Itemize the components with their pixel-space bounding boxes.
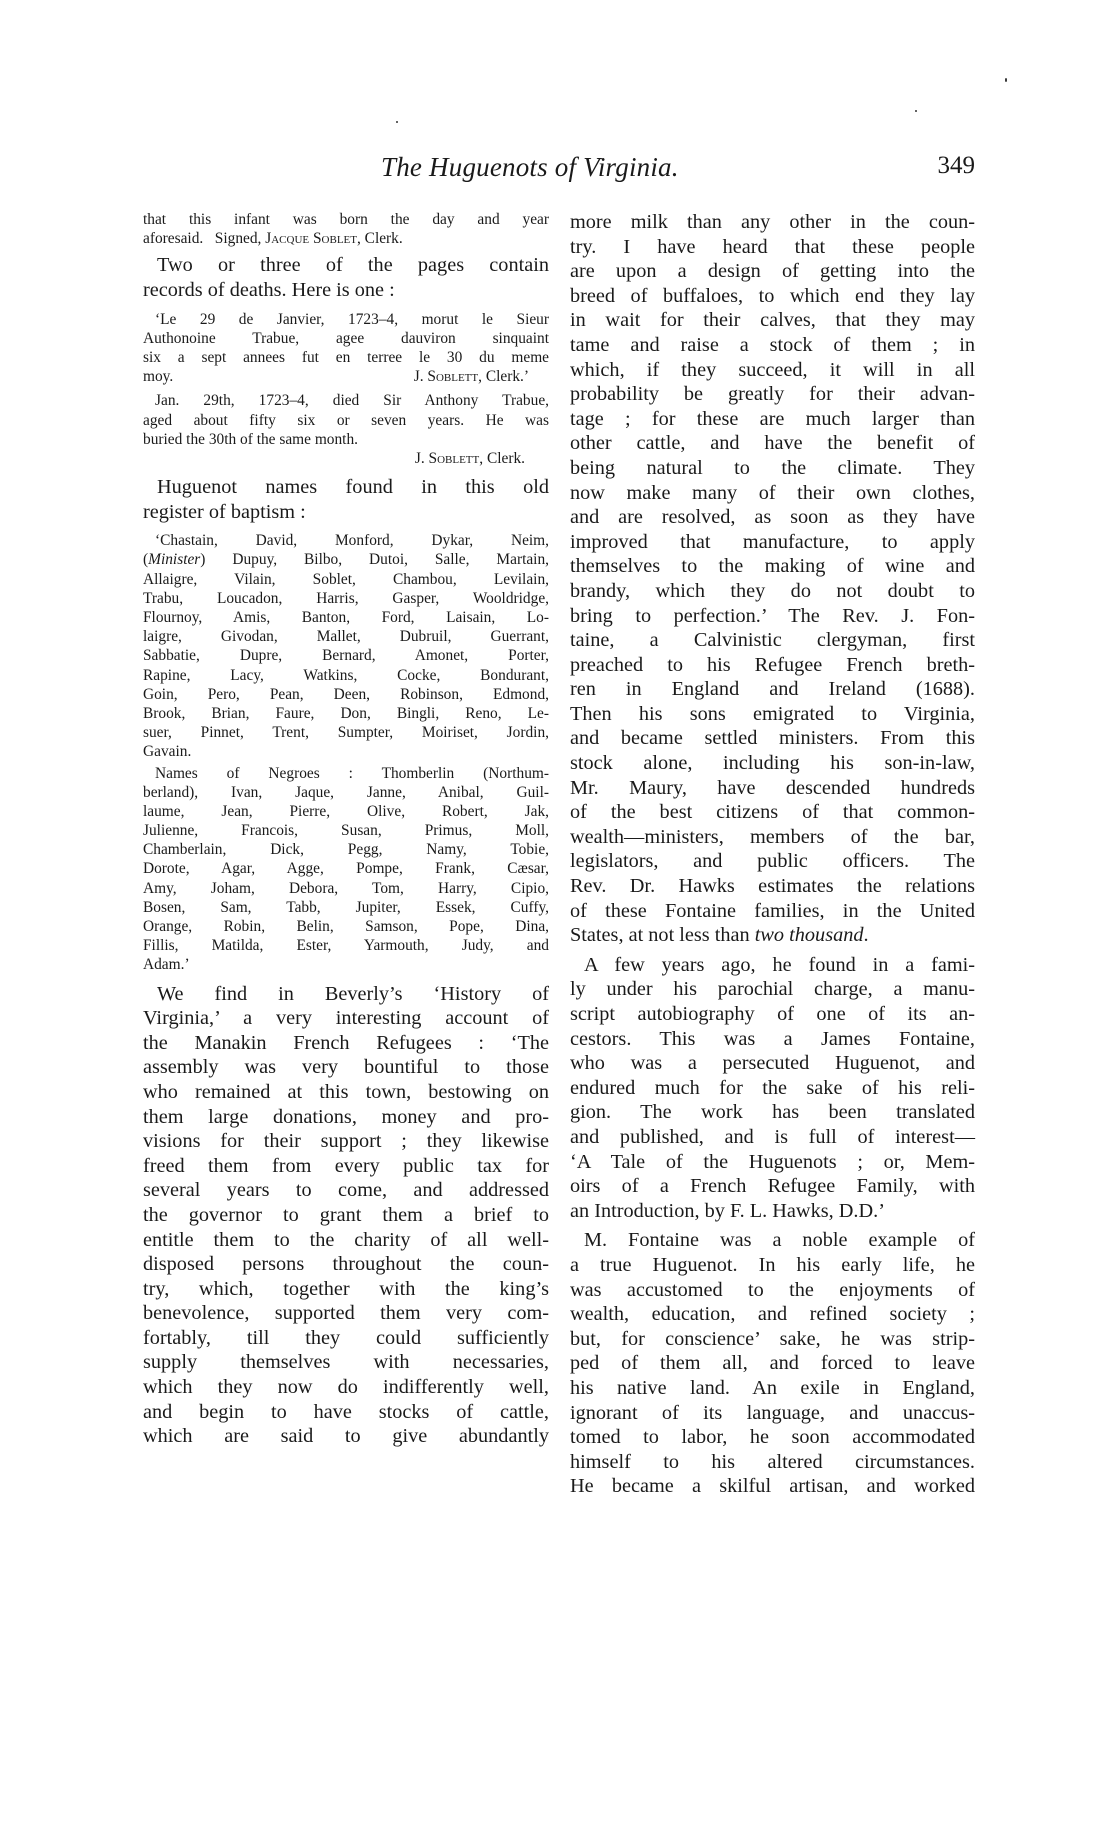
text-line: Chamberlain, Dick, Pegg, Namy, Tobie, xyxy=(143,841,549,859)
text-line: a true Huguenot. In his early life, he xyxy=(570,1253,975,1276)
text-line: Mr. Maury, have descended hundreds xyxy=(570,776,975,799)
text-line: Names of Negroes : Thomberlin (Northum- xyxy=(155,764,549,782)
text-line: legislators, and public officers. The xyxy=(570,850,975,873)
text-line: his native land. An exile in England, xyxy=(570,1376,975,1399)
text-line: Julienne, Francois, Susan, Primus, Moll, xyxy=(143,822,549,840)
text-line: but, for conscience’ sake, he was strip- xyxy=(570,1327,975,1350)
text-line: gion. The work has been translated xyxy=(570,1101,975,1124)
text-line: Adam.’ xyxy=(143,956,190,974)
text-line: We find in Beverly’s ‘History of xyxy=(157,982,549,1005)
text-line: taine, a Calvinistic clergyman, first xyxy=(570,629,975,652)
right-column xyxy=(570,210,975,1499)
text-line: berland), Ivan, Jaque, Janne, Anibal, Guil- xyxy=(143,783,549,801)
scan-speck xyxy=(396,121,398,123)
text-line: Virginia,’ a very interesting account of xyxy=(143,1007,549,1030)
text-line: buried the 30th of the same month. xyxy=(143,430,358,448)
text-line: cestors. This was a James Fontaine, xyxy=(570,1027,975,1050)
text-line: disposed persons throughout the coun- xyxy=(143,1253,549,1276)
text-line: visions for their support ; they likewise xyxy=(143,1130,549,1153)
text-line: and begin to have stocks of cattle, xyxy=(143,1400,549,1423)
text-line: entitle them to the charity of all well- xyxy=(143,1228,549,1251)
text-line: Allaigre, Vilain, Soblet, Chambou, Levilain, xyxy=(143,570,549,588)
text-line: tomed to labor, he soon accommodated xyxy=(570,1426,975,1449)
text-line: Flournoy, Amis, Banton, Ford, Laisain, Lo- xyxy=(143,609,549,626)
text-line: assembly was very bountiful to those xyxy=(143,1056,549,1079)
text-line: ‘Le 29 de Janvier, 1723–4, morut le Sieur xyxy=(155,310,549,328)
signature-line: aforesaid. Signed, Jacque Soblet, Clerk. xyxy=(143,230,403,248)
text-line: ignorant of its language, and unaccus- xyxy=(570,1401,975,1424)
text-line: brandy, which they do not doubt to xyxy=(570,579,975,602)
text-line: endured much for the sake of his reli- xyxy=(570,1076,975,1099)
text-line: Sabbatie, Dupre, Bernard, Amonet, Porter, xyxy=(143,647,549,665)
text-line: which they now do indifferently well, xyxy=(143,1376,549,1399)
text-line: preached to his Refugee French breth- xyxy=(570,653,975,676)
text-line: are upon a design of getting into the xyxy=(570,260,975,283)
text-line: ped of them all, and forced to leave xyxy=(570,1352,975,1375)
text-line: Huguenot names found in this old xyxy=(157,476,549,499)
text-line: the Manakin French Refugees : ‘The xyxy=(143,1031,549,1054)
text-line: records of deaths. Here is one : xyxy=(143,278,395,301)
signature-line: J. Soblett, Clerk. xyxy=(414,449,525,467)
text-line: Brook, Brian, Faure, Don, Bingli, Reno, Le- xyxy=(143,704,549,722)
text-line: (Minister) Dupuy, Bilbo, Dutoi, Salle, Martain, xyxy=(143,551,549,569)
text-line: freed them from every public tax for xyxy=(143,1154,549,1177)
text-line: Fillis, Matilda, Ester, Yarmouth, Judy, and xyxy=(143,937,549,955)
huguenot-names-list xyxy=(143,531,549,761)
text-line: laume, Jean, Pierre, Olive, Robert, Jak, xyxy=(143,802,549,820)
text-line: in wait for their calves, that they may xyxy=(570,309,975,332)
text-line: wealth, education, and refined society ; xyxy=(570,1303,975,1326)
text-line: register of baptism : xyxy=(143,500,306,523)
text-line: improved that manufacture, to apply xyxy=(570,530,975,553)
text-line: which, if they succeed, it will in all xyxy=(570,358,975,381)
signature-line: moy. J. Soblett, Clerk.’ xyxy=(143,368,529,386)
text-line: suer, Pinnet, Trent, Sumpter, Moiriset, Jordin, xyxy=(143,724,549,742)
text-line: Gavain. xyxy=(143,743,192,761)
text-line: breed of buffaloes, to which end they lay xyxy=(570,284,975,307)
page-number: 349 xyxy=(937,152,975,179)
text-line: an Introduction, by F. L. Hawks, D.D.’ xyxy=(570,1199,885,1222)
text-line: M. Fontaine was a noble example of xyxy=(584,1229,975,1252)
death-record-english xyxy=(143,391,549,468)
negro-names-list xyxy=(143,764,549,975)
left-column xyxy=(143,210,549,1449)
text-line: Amy, Joham, Debora, Tom, Harry, Cipio, xyxy=(143,879,549,897)
emphasis-two-thousand: two thousand xyxy=(754,924,864,947)
text-line: who remained at this town, bestowing on xyxy=(143,1080,549,1103)
text-line: Then his sons emigrated to Virginia, xyxy=(570,702,975,725)
fontaine-paragraph xyxy=(570,1228,975,1499)
deaths-intro-paragraph xyxy=(143,253,549,302)
text-line: script autobiography of one of its an- xyxy=(570,1003,975,1025)
text-line: of these Fontaine families, in the United xyxy=(570,899,975,922)
text-line: ren in England and Ireland (1688). xyxy=(570,678,975,701)
text-line: ‘A Tale of the Huguenots ; or, Mem- xyxy=(570,1150,975,1173)
death-record-french xyxy=(143,310,549,387)
scan-speck xyxy=(1005,78,1007,82)
text-line: Rapine, Lacy, Watkins, Cocke, Bondurant, xyxy=(143,666,549,684)
text-line: was accustomed to the enjoyments of xyxy=(570,1278,975,1301)
text-line: He became a skilful artisan, and worked xyxy=(570,1475,975,1498)
text-line: Trabu, Loucadon, Harris, Gasper, Wooldridge, xyxy=(143,589,549,607)
names-intro-paragraph xyxy=(143,475,549,524)
text-line: himself to his altered circumstances. xyxy=(570,1450,975,1473)
signer-name: Soblett xyxy=(428,449,480,467)
text-line: Rev. Dr. Hawks estimates the relations xyxy=(570,875,975,898)
text-line: them large donations, money and pro- xyxy=(143,1105,549,1128)
text-line: benevolence, supported them very com- xyxy=(143,1302,549,1325)
continuation-paragraph xyxy=(570,210,975,948)
text-line: probability be greatly for their advan- xyxy=(570,383,975,406)
text-line: oirs of a French Refugee Family, with xyxy=(570,1175,975,1198)
text-line: ly under his parochial charge, a manu- xyxy=(570,978,975,1001)
signer-name: Soblett xyxy=(427,368,479,386)
text-line: now make many of their own clothes, xyxy=(570,481,975,504)
text-line: supply themselves with necessaries, xyxy=(143,1351,549,1374)
text-line: Two or three of the pages contain xyxy=(157,254,549,277)
text-line: Bosen, Sam, Tabb, Jupiter, Essek, Cuffy, xyxy=(143,898,549,916)
text-line: tame and raise a stock of them ; in xyxy=(570,333,975,356)
text-line: Dorote, Agar, Agge, Pompe, Frank, Cæsar, xyxy=(143,860,549,878)
text-line: Orange, Robin, Belin, Samson, Pope, Dina, xyxy=(143,918,549,935)
text-line: and published, and is full of interest— xyxy=(570,1125,975,1148)
text-line: Goin, Pero, Pean, Deen, Robinson, Edmond, xyxy=(143,685,549,703)
text-line: A few years ago, he found in a fami- xyxy=(584,953,975,976)
text-line: tage ; for these are much larger than xyxy=(570,407,975,430)
text-line: wealth—ministers, members of the bar, xyxy=(570,825,975,848)
text-line: more milk than any other in the coun- xyxy=(570,211,975,233)
text-line: which are said to give abundantly xyxy=(143,1425,549,1448)
text-line: that this infant was born the day and year xyxy=(143,211,549,228)
text-line: being natural to the climate. They xyxy=(570,456,975,479)
scan-speck xyxy=(915,110,917,112)
autobiography-paragraph xyxy=(570,953,975,1224)
text-line: of the best citizens of that common- xyxy=(570,801,975,824)
birth-record-end xyxy=(143,210,549,248)
minister-label: Minister xyxy=(148,551,201,569)
text-line: aged about fifty six or seven years. He was xyxy=(143,411,549,429)
text-line: six a sept annees fut en terree le 30 du meme xyxy=(143,348,549,366)
text-line: Authonoine Trabue, agee dauviron sinquaint xyxy=(143,329,549,347)
text-line: other cattle, and have the benefit of xyxy=(570,432,975,455)
text-line: ‘Chastain, David, Monford, Dykar, Neim, xyxy=(155,532,549,550)
text-line: stock alone, including his son-in-law, xyxy=(570,752,975,775)
running-title: The Huguenots of Virginia. xyxy=(381,152,679,182)
page-header xyxy=(143,152,975,192)
signer-name: Jacque Soblet xyxy=(265,230,357,248)
text-line: the governor to grant them a brief to xyxy=(143,1203,549,1226)
beverly-paragraph xyxy=(143,982,549,1449)
text-line: several years to come, and addressed xyxy=(143,1179,549,1202)
text-line: who was a persecuted Huguenot, and xyxy=(570,1052,975,1075)
text-line: themselves to the making of wine and xyxy=(570,555,975,578)
text-line: and are resolved, as soon as they have xyxy=(570,506,975,529)
text-line: laigre, Givodan, Mallet, Dubruil, Guerrant, xyxy=(143,628,549,646)
text-line: and became settled ministers. From this xyxy=(570,727,975,750)
text-line: Jan. 29th, 1723–4, died Sir Anthony Trabue, xyxy=(155,392,549,410)
text-line: try. I have heard that these people xyxy=(570,235,975,258)
text-line: try, which, together with the king’s xyxy=(143,1277,549,1300)
text-line: States, at not less than two thousand. xyxy=(570,924,869,947)
text-line: bring to perfection.’ The Rev. J. Fon- xyxy=(570,604,975,627)
text-line: fortably, till they could sufficiently xyxy=(143,1326,549,1349)
